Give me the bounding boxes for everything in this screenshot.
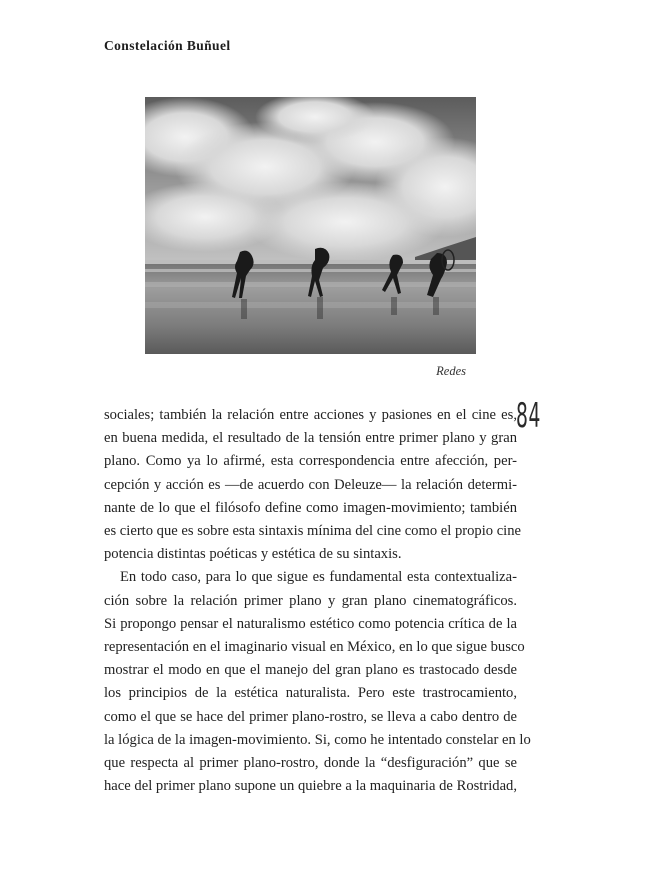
text-line: hace del primer plano supone un quiebre a la maquinaria de Rostridad, — [104, 778, 517, 795]
text-line: plano. Como ya lo afirmé, esta correspondencia entre afección, per- — [104, 453, 517, 470]
figure-caption: Redes — [436, 364, 466, 378]
text-line: mostrar el modo en que el manejo del gran plano es trastocado desde — [104, 662, 517, 679]
text-line: es cierto que es sobre esta sintaxis mínima del cine como el propio cine — [104, 523, 522, 540]
text-line: que respecta al primer plano-rostro, donde la “desfiguración” que se — [104, 755, 517, 772]
text-line: potencia distintas poéticas y estética de su sintaxis. — [104, 546, 402, 563]
film-still-photo — [145, 97, 476, 354]
text-line: En todo caso, para lo que sigue es fundamental esta contextualiza- — [120, 569, 517, 586]
text-line: en buena medida, el resultado de la tensión entre primer plano y gran — [104, 430, 517, 447]
text-line: Si propongo pensar el naturalismo estético como potencia crítica de la — [104, 615, 517, 632]
text-line: cepción y acción es —de acuerdo con Deleuze— la relación determi- — [104, 476, 517, 493]
text-line: los principios de la estética naturalista. Pero este trastrocamiento, — [104, 685, 517, 702]
text-line: ción sobre la relación primer plano y gran plano cinematográficos. — [104, 592, 517, 609]
text-line: representación en el imaginario visual en México, en lo que sigue busco — [104, 639, 525, 656]
page-number: 84 — [516, 396, 541, 436]
text-line: como el que se hace del primer plano-rostro, se lleva a cabo dentro de — [104, 708, 517, 725]
text-line: nante de lo que el filósofo define como imagen-movimiento; también — [104, 499, 517, 516]
body-text — [104, 404, 531, 798]
text-line: la lógica de la imagen-movimiento. Si, como he intentado constelar en lo — [104, 731, 531, 748]
text-line: sociales; también la relación entre acciones y pasiones en el cine es, — [104, 407, 517, 423]
running-head-title: Constelación Buñuel — [104, 38, 231, 53]
